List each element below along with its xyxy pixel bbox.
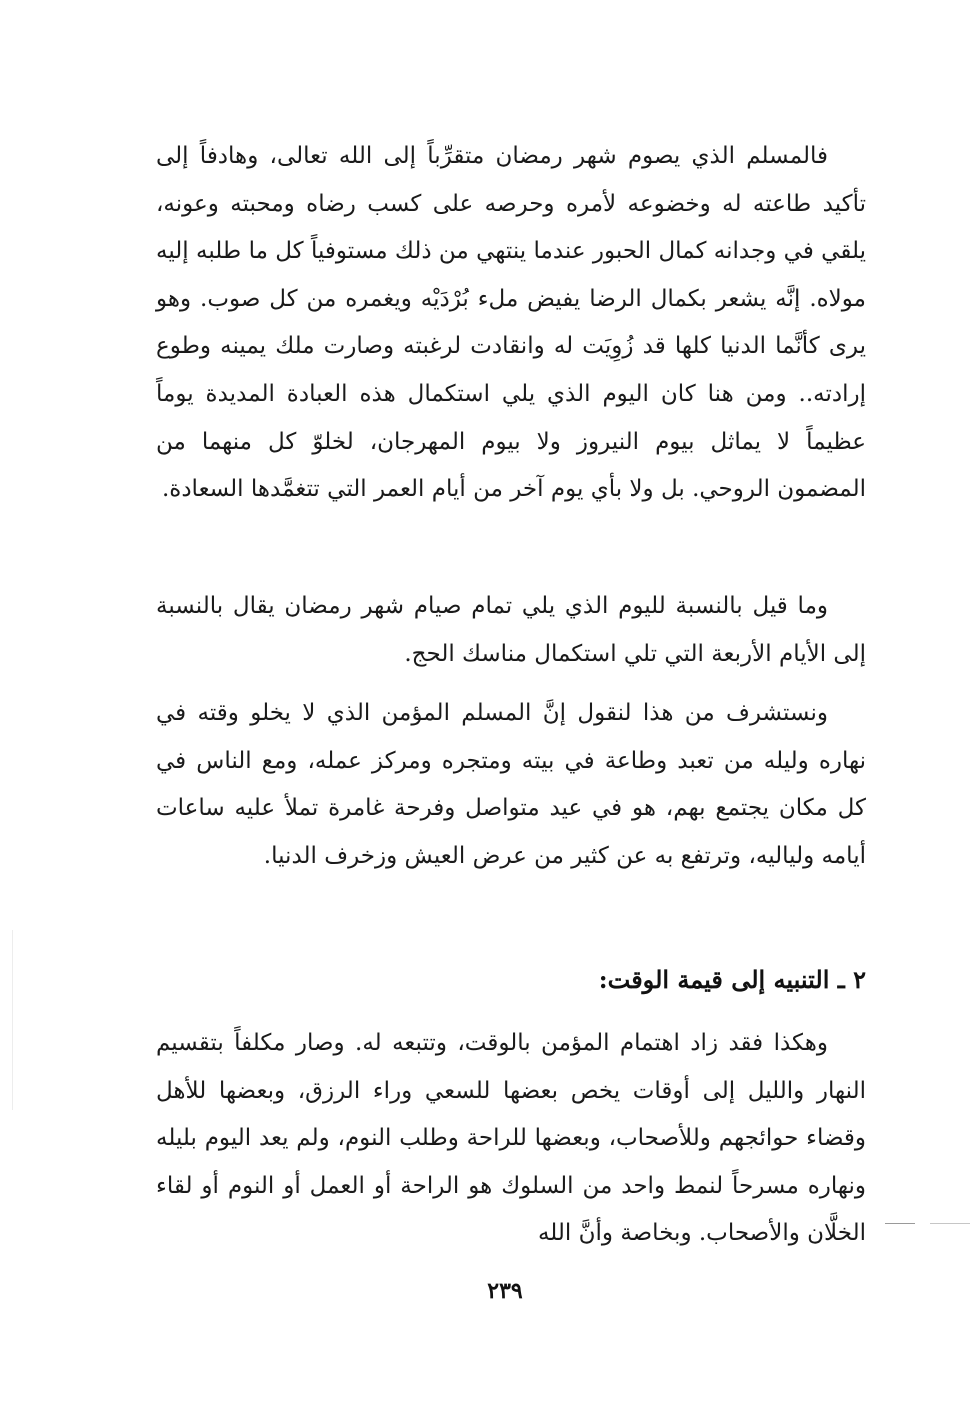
page-number: ٢٣٩	[487, 1278, 523, 1304]
paragraph-4: وهكذا فقد زاد اهتمام المؤمن بالوقت، وتتبعه له. وصار مكلفاً بتقسيم النهار والليل إلى أوقات يخص بعضها للسعي وراء الرزق، وبعضها للأهل وقضاء حوائجهم وللأصحاب، وبعضها للراحة وطلب النوم، ولم يعد اليوم بليله ونهاره مسرحاً لنمط واحد من السلوك هو الراحة أو العمل أو النوم أو لقاء الخلَّان والأصحاب. وبخاصة وأنَّ الله	[156, 1030, 866, 1247]
paragraph-1: فالمسلم الذي يصوم شهر رمضان متقرِّباً إلى الله تعالى، وهادفاً إلى تأكيد طاعته له وخضوعه لأمره وحرصه على كسب رضاه ومحبته وعونه، يلقي في وجدانه كمال الحبور عندما ينتهي من ذلك مستوفياً كل ما طلبه إليه مولاه. إنَّه يشعر بكمال الرضا يفيض ملء بُرْدَيْه ويغمره من كل صوب. وهو يرى كأنَّما الدنيا كلها قد زُوِيَت له وانقادت لرغبته وصارت ملك يمينه وطوع إرادته.. ومن هنا كان اليوم الذي يلي استكمال هذه العبادة المديدة يوماً عظيماً لا يماثل بيوم النيروز ولا بيوم المهرجان، لخلوّ كل منهما من المضمون الروحي. بل ولا بأي يوم آخر من أيام العمر التي تتغمَّدها السعادة.	[156, 143, 866, 503]
paragraph-3: ونستشرف من هذا لنقول إنَّ المسلم المؤمن الذي لا يخلو وقته في نهاره وليله من تعبد وطاعة في بيته ومتجره ومركز عمله، ومع الناس في كل مكان يجتمع بهم، هو في عيد متواصل وفرحة غامرة تملأ عليه ساعات أيامه ولياليه، وترتفع به عن كثير من عرض العيش وزخرف الدنيا.	[156, 700, 866, 869]
margin-mark	[885, 1223, 915, 1224]
section-heading: ٢ ـ التنبيه إلى قيمة الوقت:	[598, 965, 866, 994]
scan-edge-shadow	[12, 930, 13, 1110]
margin-mark	[930, 1223, 970, 1224]
paragraph-2: وما قيل بالنسبة لليوم الذي يلي تمام صيام شهر رمضان يقال بالنسبة إلى الأيام الأربعة التي تلي استكمال مناسك الحج.	[156, 593, 866, 667]
